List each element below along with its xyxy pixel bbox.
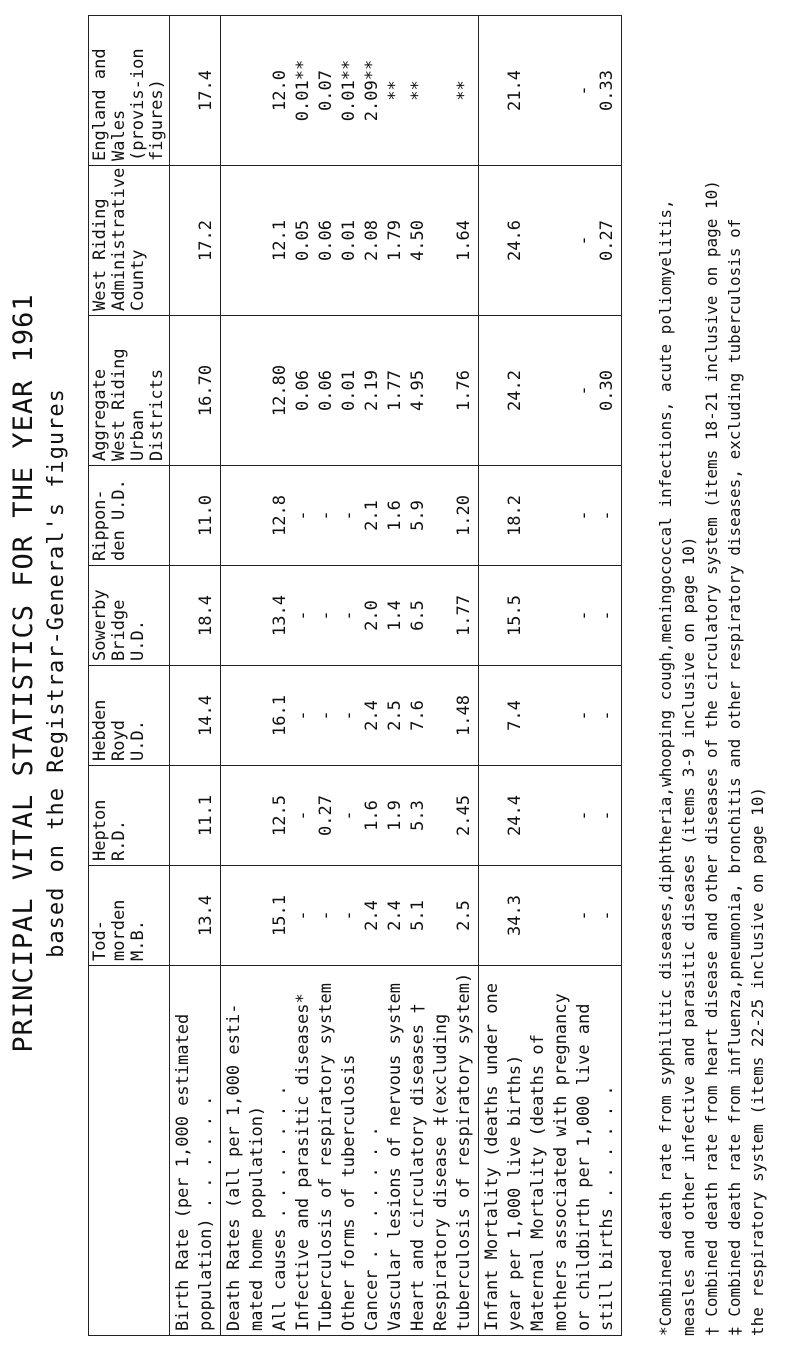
cell-value: **: [454, 80, 474, 101]
cell-value: 12.1: [270, 220, 290, 261]
cell-value: 13.4: [270, 595, 290, 636]
footnote-line: † Combined death rate from heart disease and other diseases of the circulatory system (items 18-21 inclusive on page 10): [702, 180, 721, 1336]
cell-value: 0.06: [316, 370, 336, 411]
cell-value: -: [574, 385, 594, 396]
cell-value: **: [408, 80, 428, 101]
label-line: or childbirth per 1,000 live and: [574, 1003, 594, 1331]
cell-value: -: [597, 910, 617, 921]
cell-value: 5.1: [408, 900, 428, 931]
cell-value: 2.4: [362, 700, 382, 731]
cell-value: 21.4: [505, 70, 525, 111]
cell-value: -: [597, 610, 617, 621]
column-header-hebden-royd: Hebden Royd U.D.: [89, 666, 170, 766]
label-line: All causes . . . . . . .: [270, 1085, 290, 1331]
cell-value: 15.1: [270, 895, 290, 936]
cell-value: 0.01**: [293, 59, 313, 122]
cell-value: **: [385, 80, 405, 101]
cell-value: -: [293, 610, 313, 621]
infant-maternal-column: [479, 16, 622, 166]
cell-value: -: [316, 510, 336, 521]
cell-value: -: [293, 710, 313, 721]
cell-value: 16.70: [196, 364, 216, 417]
footnote-line: *Combined death rate from syphilitic diseases,diphtheria,whooping cough,meningococcal infections, acute poliomyelitis,: [656, 199, 675, 1336]
death-rates-column-hebden-royd: [221, 666, 479, 766]
birth-rate-cell: [170, 666, 221, 766]
label-line: Heart and circulatory diseases †: [408, 1003, 428, 1331]
header-row: [89, 16, 170, 1336]
death-rates-column-west-riding: [221, 166, 479, 316]
cell-value: -: [574, 235, 594, 246]
infant-maternal-column: [479, 666, 622, 766]
death-rates-column-sowerby-bridge: [221, 566, 479, 666]
infant-maternal-column: [479, 166, 622, 316]
death-rates-column-ripponden: [221, 466, 479, 566]
cell-value: 0.30: [597, 370, 617, 411]
cell-value: -: [316, 710, 336, 721]
cell-value: -: [293, 510, 313, 521]
cell-value: -: [597, 710, 617, 721]
cell-value: -: [597, 510, 617, 521]
label-line: Respiratory disease ‡(excluding: [431, 1013, 451, 1331]
column-header-todmorden: Tod-morden M.B.: [89, 866, 170, 966]
infant-maternal-label: [479, 966, 622, 1336]
cell-value: -: [339, 510, 359, 521]
cell-value: 1.64: [454, 220, 474, 261]
cell-value: 1.77: [454, 595, 474, 636]
cell-value: 34.3: [505, 895, 525, 936]
birth-rate-cell: [170, 466, 221, 566]
cell-value: -: [316, 910, 336, 921]
death-rates-label: [221, 966, 479, 1336]
cell-value: 7.4: [505, 700, 525, 731]
birth-rate-label: [170, 966, 221, 1336]
cell-value: 17.2: [196, 220, 216, 261]
cell-value: 1.6: [385, 500, 405, 531]
cell-value: 24.2: [505, 370, 525, 411]
label-line: Infective and parasitic diseases*: [293, 993, 313, 1331]
death-rates-column-todmorden: [221, 866, 479, 966]
cell-value: 12.80: [270, 364, 290, 417]
cell-value: 16.1: [270, 695, 290, 736]
cell-value: 1.76: [454, 370, 474, 411]
cell-value: -: [339, 910, 359, 921]
cell-value: 18.4: [196, 595, 216, 636]
label-line: population) . . . . . .: [196, 1095, 216, 1331]
cell-value: -: [339, 610, 359, 621]
label-line: Tuberculosis of respiratory system: [316, 983, 336, 1331]
infant-maternal-column: [479, 466, 622, 566]
label-line: mated home population): [247, 1105, 267, 1331]
birth-rate-cell: [170, 766, 221, 866]
label-line: mothers associated with pregnancy: [551, 993, 571, 1331]
cell-value: 2.0: [362, 600, 382, 631]
death-rates-column-aggregate-urban: [221, 316, 479, 466]
infant-maternal-row: [479, 16, 622, 1336]
cell-value: 0.06: [316, 220, 336, 261]
cell-value: -: [597, 810, 617, 821]
cell-value: 5.9: [408, 500, 428, 531]
cell-value: 17.4: [196, 70, 216, 111]
cell-value: 1.4: [385, 600, 405, 631]
cell-value: -: [574, 610, 594, 621]
cell-value: 11.0: [196, 495, 216, 536]
death-rates-column-england-wales: [221, 16, 479, 166]
cell-value: -: [574, 910, 594, 921]
column-header-aggregate-urban: Aggregate West Riding Urban Districts: [89, 316, 170, 466]
cell-value: 18.2: [505, 495, 525, 536]
label-line: Infant Mortality (deaths under one: [482, 983, 502, 1331]
infant-maternal-column: [479, 866, 622, 966]
footnotes: [654, 16, 769, 1336]
cell-value: -: [293, 810, 313, 821]
birth-rate-cell: [170, 866, 221, 966]
cell-value: 2.4: [385, 900, 405, 931]
cell-value: 24.6: [505, 220, 525, 261]
cell-value: 0.07: [316, 70, 336, 111]
infant-maternal-column: [479, 766, 622, 866]
cell-value: 0.01: [339, 220, 359, 261]
label-line: Vascular lesions of nervous system: [385, 983, 405, 1331]
cell-value: 2.45: [454, 795, 474, 836]
cell-value: 12.5: [270, 795, 290, 836]
label-line: still births . . . . . .: [597, 1085, 617, 1331]
vital-statistics-table: [88, 15, 622, 1336]
cell-value: 6.5: [408, 600, 428, 631]
cell-value: 2.19: [362, 370, 382, 411]
infant-maternal-column: [479, 316, 622, 466]
header-label-cell: [89, 966, 170, 1336]
cell-value: 4.50: [408, 220, 428, 261]
cell-value: -: [574, 810, 594, 821]
column-header-sowerby-bridge: Sowerby Bridge U.D.: [89, 566, 170, 666]
cell-value: 2.1: [362, 500, 382, 531]
cell-value: 4.95: [408, 370, 428, 411]
cell-value: -: [339, 710, 359, 721]
birth-rate-cell: [170, 166, 221, 316]
label-line: Other forms of tuberculosis: [339, 1054, 359, 1331]
death-rates-row: [221, 16, 479, 1336]
footnote-line: measles and other infective and parasitic diseases (items 3-9 inclusive on page 10): [679, 536, 698, 1336]
cell-value: 0.01: [339, 370, 359, 411]
cell-value: 0.33: [597, 70, 617, 111]
cell-value: -: [574, 85, 594, 96]
cell-value: 2.5: [385, 700, 405, 731]
cell-value: 2.5: [454, 900, 474, 931]
cell-value: 1.6: [362, 800, 382, 831]
cell-value: 2.4: [362, 900, 382, 931]
infant-maternal-column: [479, 566, 622, 666]
cell-value: 1.79: [385, 220, 405, 261]
cell-value: -: [574, 510, 594, 521]
label-line: Maternal Mortality (deaths of: [528, 1034, 548, 1331]
cell-value: 0.01**: [339, 59, 359, 122]
cell-value: 7.6: [408, 700, 428, 731]
cell-value: 14.4: [196, 695, 216, 736]
footnote-line: ‡ Combined death rate from influenza,pneumonia, bronchitis and other respiratory diseases, excluding tuberculosis of: [725, 218, 744, 1336]
cell-value: 0.27: [597, 220, 617, 261]
cell-value: 11.1: [196, 795, 216, 836]
column-header-west-riding: West Riding Administrative County: [89, 166, 170, 316]
page-subtitle: based on the Registrar-General's figures: [44, 388, 69, 958]
cell-value: 1.9: [385, 800, 405, 831]
label-line: Birth Rate (per 1,000 estimated: [173, 1013, 193, 1331]
cell-value: 0.06: [293, 370, 313, 411]
label-line: year per 1,000 live births): [505, 1054, 525, 1331]
cell-value: 24.4: [505, 795, 525, 836]
label-line: Death Rates (all per 1,000 esti-: [224, 1003, 244, 1331]
cell-value: -: [293, 910, 313, 921]
footnote-line: the respiratory system (items 22-25 inclusive on page 10): [748, 786, 767, 1336]
page-title: PRINCIPAL VITAL STATISTICS FOR THE YEAR 1961: [8, 293, 39, 1053]
birth-rate-cell: [170, 16, 221, 166]
cell-value: 2.08: [362, 220, 382, 261]
cell-value: -: [316, 610, 336, 621]
cell-value: -: [574, 710, 594, 721]
cell-value: 0.05: [293, 220, 313, 261]
column-header-england-wales: England and Wales (provis-ion figures): [89, 16, 170, 166]
death-rates-column-hepton: [221, 766, 479, 866]
cell-value: 1.77: [385, 370, 405, 411]
cell-value: 12.0: [270, 70, 290, 111]
birth-rate-cell: [170, 566, 221, 666]
cell-value: 5.3: [408, 800, 428, 831]
column-header-hepton: Hepton R.D.: [89, 766, 170, 866]
label-line: tuberculosis of respiratory system): [454, 972, 474, 1331]
label-line: Cancer . . . . . . .: [362, 1126, 382, 1331]
cell-value: 1.20: [454, 495, 474, 536]
cell-value: 12.8: [270, 495, 290, 536]
cell-value: 1.48: [454, 695, 474, 736]
cell-value: -: [339, 810, 359, 821]
birth-rate-row: [170, 16, 221, 1336]
column-header-ripponden: Rippon-den U.D.: [89, 466, 170, 566]
cell-value: 2.09**: [362, 59, 382, 122]
cell-value: 15.5: [505, 595, 525, 636]
cell-value: 13.4: [196, 895, 216, 936]
birth-rate-cell: [170, 316, 221, 466]
cell-value: 0.27: [316, 795, 336, 836]
